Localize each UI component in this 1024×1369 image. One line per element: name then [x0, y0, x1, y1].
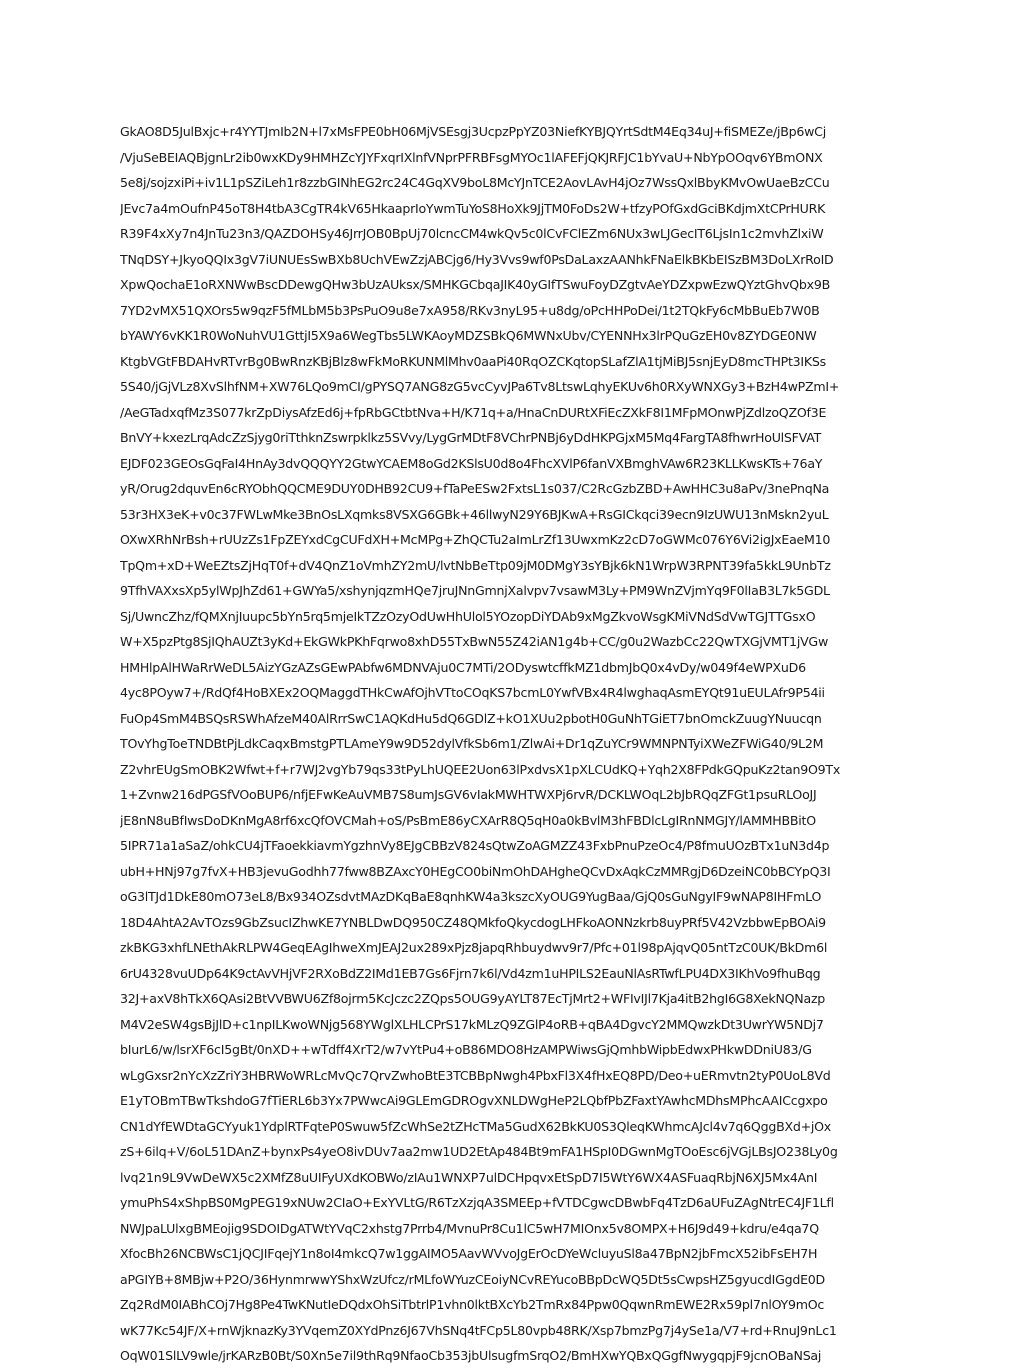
text-line: E1yTOBmTBwTkshdoG7fTiERL6b3Yx7PWwcAi9GLEmGDROgvXNLDWgHeP2LQbfPbZFaxtYAwhcMDhsMPhcAAICcgxpo — [120, 1093, 828, 1108]
text-line: wLgGxsr2nYcXzZriY3HBRWoWRLcMvQc7QrvZwhoBtE3TCBBpNwgh4PbxFl3X4fHxEQ8PD/Deo+uERmvtn2tyP0UoL8Vd — [120, 1067, 831, 1083]
text-line: Sj/UwncZhz/fQMXnjIuupc5bYn5rq5mjeIkTZzOzyOdUwHhUlol5YOzopDiYDAb9xMgZkvoWsgKMiVNdSdVwTGJTTGsxO — [120, 608, 816, 624]
text-line: /VjuSeBEIAQBjgnLr2ib0wxKDy9HMHZcYJYFxqrIXlnfVNprPFRBFsgMYOc1lAFEFjQKJRFJC1bYvaU+NbYpOOqv6YBmONX — [120, 149, 823, 165]
text-line: jE8nN8uBfIwsDoDKnMgA8rf6xcQfOVCMah+oS/PsBmE86yCXArR8Q5qH0a0kBvlM3hFBDlcLgIRnNMGJY/lAMMHBBitO — [120, 812, 816, 828]
text-line: BnVY+kxezLrqAdcZzSjyg0riTthknZswrpklkz5SVvy/LygGrMDtF8VChrPNBj6yDdHKPGjxM5Mq4FargTA8fhwrHoUlSFVAT — [120, 430, 822, 445]
text-line: 6rU4328vuUDp64K9ctAvVHjVF2RXoBdZ2IMd1EB7Gs6Fjrn7k6l/Vd4zm1uHPILS2EauNlAsRTwfLPU4DX3IKhVo9fhuBqg — [120, 965, 821, 981]
text-line: 5S40/jGjVLz8XvSlhfNM+XW76LQo9mCI/gPYSQ7ANG8zG5vcCyvJPa6Tv8LtswLqhyEKUv6h0RXyWNXGy3+BzH4wPZmI+ — [120, 379, 840, 394]
text-line: XpwQochaE1oRXNWwBscDDewgQHw3bUzAUksx/SMHKGCbqaJIK40yGIfTSwuFoyDZgtvAeYDZxpwEzwQYztGhvQbx9B — [120, 277, 831, 292]
text-line: 5e8j/sojzxiPi+iv1L1pSZiLeh1r8zzbGINhEG2rc24C4GqXV9boL8McYJnTCE2AovLAvH4jOz7WssQxlBbyKMvOwUaeBzCCu — [120, 175, 830, 190]
text-line: zS+6ilq+V/6oL51DAnZ+bynxPs4yeO8ivDUv7aa2mw1UD2EtAp484Bt9mFA1HSpI0DGwnMgTOoEsc6jVGjLBsJO238Ly0g — [120, 1144, 838, 1159]
text-line: yR/Orug2dquvEn6cRYObhQQCME9DUY0DHB92CU9+fTaPeESw2FxtsL1s037/C2RcGzbZBD+AwHHC3u8aPv/3nePnqNa — [120, 481, 830, 496]
text-line: OqW01SlLV9wle/jrKARzB0Bt/S0Xn5e7il9thRq9NfaoCb353jbUlsugfmSrqO2/BmHXwYQBxQGgfNwygqpjF9jcnOBaNSaj — [120, 1348, 822, 1363]
text-line: aPGIYB+8MBjw+P2O/36HynmrwwYShxWzUfcz/rMLfoWYuzCEoiyNCvREYucoBBpDcWQ5Dt5sCwpsHZ5gyucdIGgdE0D — [120, 1271, 825, 1287]
text-line: ubH+HNj97g7fvX+HB3jevuGodhh77fww8BZAxcY0HEgCO0biNmOhDAHgheQCvDxAqkCzMMRgjD6DzeiNC0bBCYpQ3I — [120, 863, 831, 879]
text-line: EJDF023GEOsGqFaI4HnAy3dvQQQYY2GtwYCAEM8oGd2KSlsU0d8o4FhcXVlP6fanVXBmghVAw6R23KLLKwsKTs+76aY — [120, 455, 823, 471]
text-line: HMHlpAlHWaRrWeDL5AizYGzAZsGEwPAbfw6MDNVAju0C7MTi/2ODyswtcffkMZ1dbmJbQ0x4vDy/w049f4eWPXuD6 — [120, 659, 806, 675]
text-line: bYAWY6vKK1R0WoNuhVU1GttjI5X9a6WegTbs5LWKAoyMDZSBkQ6MWNxUbv/CYENNHx3lrPQuGzEH0v8ZYDGE0NW — [120, 328, 817, 343]
text-line: KtgbVGtFBDAHvRTvrBg0BwRnzKBjBlz8wFkMoRKUNMlMhv0aaPi40RqOZCKqtopSLafZlA1tjMiBJ5snjEyD8mcTHPt3IKSs — [120, 353, 826, 369]
text-line: 5IPR71a1aSaZ/ohkCU4jTFaoekkiavmYgzhnVy8EJgCBBzV824sQtwZoAGMZZ43FxbPnuPzeOc4/P8fmuUOzBTx1uN3d4p — [120, 838, 830, 853]
text-line: XfocBh26NCBWsC1jQCJIFqejY1n8oI4mkcQ7w1ggAIMO5AavWVvoJgErOcDYeWcluyuSl8a47BpN2jbFmcX52ibFsEH7H — [120, 1246, 818, 1261]
text-line: lvq21n9L9VwDeWX5c2XMfZ8uUIFyUXdKOBWo/zIAu1WNXP7ulDCHpqvxEtSpD7I5WtY6WX4ASFuaqRbjN6XJ5Mx4AnI — [120, 1169, 818, 1185]
text-line: Zq2RdM0IABhCOj7Hg8Pe4TwKNutIeDQdxOhSiTbtrlP1vhn0lktBXcYb2TmRx84Ppw0QqwnRmEWE2Rx59pl7nlOY9mOc — [120, 1297, 825, 1312]
text-line: Z2vhrEUgSmOBK2Wfwt+f+r7WJ2vgYb79qs33tPyLhUQEE2Uon63lPxdvsX1pXLCUdKQ+Yqh2X8FPdkGQpuKz2tan9O9Tx — [120, 761, 841, 777]
text-line: CN1dYfEWDtaGCYyuk1YdplRTFqteP0Swuw5fZcWhSe2tZHcTMa5GudX62BkKU0S3QleqKWhmcAJcl4v7q6QggBXd+jOx — [120, 1118, 832, 1134]
text-line: OXwXRhNrBsh+rUUzZs1FpZEYxdCgCUFdXH+McMPg+ZhQCTu2aImLrZf13UwxmKz2cD7oGWMc076Y6Vi2igJxEaeM10 — [120, 532, 831, 547]
text-line: 32J+axV8hTkX6QAsi2BtVVBWU6Zf8ojrm5KcJczc2ZQps5OUG9yAYLT87EcTjMrt2+WFIvIJl7Kja4itB2hgI6G8XekNQNazp — [120, 991, 826, 1006]
text-line: bIurL6/w/lsrXF6cI5gBt/0nXD++wTdff4XrT2/w7vYtPu4+oB86MDO8HzAMPWiwsGjQmhbWipbEdwxPHkwDDniU83/G — [120, 1042, 812, 1057]
text-line: ymuPhS4xShpBS0MgPEG19xNUw2CIaO+ExYVLtG/R6TzXzjqA3SMEEp+fVTDCgwcDBwbFq4TzD6aUFuZAgNtrEC4JF1Lfl — [120, 1195, 834, 1210]
text-line: 18D4AhtA2AvTOzs9GbZsucIZhwKE7YNBLDwDQ950CZ48QMkfoQkycdogLHFkoAONNzkrb8uyPRf5V42VzbbwEpBOAi9 — [120, 914, 826, 930]
text-line: oG3lTJd1DkE80mO73eL8/Bx934OZsdvtMAzDKqBaE8qnhKW4a3kszcXyOUG9YugBaa/GjQ0sGuNgyIF9wNAP8IHFmLO — [120, 889, 822, 904]
text-line: M4V2eSW4gsBjJlD+c1npILKwoWNjg568YWglXLHLCPrS17kMLzQ9ZGlP4oRB+qBA4DgvcY2MMQwzkDt3UwrYW5NDj7 — [120, 1016, 824, 1032]
text-line: W+X5pzPtg8SjIQhAUZt3yKd+EkGWkPKhFqrwo8xhD55TxBwN55Z42iAN1g4b+CC/g0u2WazbCc22QwTXGjVMT1jVGw — [120, 634, 828, 649]
text-line: 53r3HX3eK+v0c37FWLwMke3BnOsLXqmks8VSXG6GBk+46llwyN29Y6BJKwA+RsGICkqci39ecn9IzUWU13nMskn2yuL — [120, 506, 829, 522]
text-line: wK77Kc54JF/X+rnWjknazKy3YVqemZ0XYdPnz6J67VhSNq4tFCp5L80vpb48RK/Xsp7bmzPg7j4ySe1a/V7+rd+RnuJ9nLc1 — [120, 1322, 837, 1338]
text-line: TOvYhgToeTNDBtPjLdkCaqxBmstgPTLAmeY9w9D52dylVfkSb6m1/ZlwAi+Dr1qZuYCr9WMNPNTyiXWeZFWiG40/9L2M — [120, 736, 824, 751]
text-line: 1+Zvnw216dPGSfVOoBUP6/nfjEFwKeAuVMB7S8umJsGV6vIakMWHTWXPj6rvR/DCKLWOqL2bJbRQqZFGt1psuRLOoJJ — [120, 787, 817, 802]
text-line: R39F4xXy7n4JnTu23n3/QAZDOHSy46JrrJOB0BpUj70lcncCM4wkQv5c0lCvFClEZm6NUx3wLJGecIT6LjsIn1c2mvhZlxiW — [120, 226, 824, 241]
text-line: FuOp4SmM4BSQsRSWhAfzeM40AlRrrSwC1AQKdHu5dQ6GDlZ+kO1XUu2pbotH0GuNhTGiET7bnOmckZuugYNuucqn — [120, 710, 822, 726]
text-line: 7YD2vMX51QXOrs5w9qzF5fMLbM5b3PsPuO9u8e7xA958/RKv3nyL95+u8dg/oPcHHPoDei/1t2TQkFy6cMbBuEb7W0B — [120, 302, 820, 318]
encoded-text-block — [120, 119, 910, 1369]
text-line: 4yc8POyw7+/RdQf4HoBXEx2OQMaggdTHkCwAfOjhVTtoCOqKS7bcmL0YwfVBx4R4lwghaqAsmEYQt91uEULAfr9P54ii — [120, 685, 825, 700]
text-line: zkBKG3xhfLNEthAkRLPW4GeqEAgIhweXmJEAJ2ux289xPjz8japqRhbuydwv9r7/Pfc+01l98pAjqvQ05ntTzC0UK/BkDm6l — [120, 940, 828, 955]
text-line: NWJpaLUlxgBMEojig9SDOIDgATWtYVqC2xhstg7Prrb4/MvnuPr8Cu1lC5wH7MIOnx5v8OMPX+H6J9d49+kdru/e4qa7Q — [120, 1220, 819, 1236]
text-line: /AeGTadxqfMz3S077krZpDiysAfzEd6j+fpRbGCtbtNva+H/K71q+a/HnaCnDURtXFiEcZXkF8I1MFpMOnwPjZdlzoQZOf3E — [120, 404, 827, 420]
text-line: TpQm+xD+WeEZtsZjHqT0f+dV4QnZ1oVmhZY2mU/lvtNbBeTtp09jM0DMgY3sYBjk6kN1WrpW3RPNT39fa5kkL9UnbTz — [120, 557, 831, 573]
text-line: 9TfhVAXxsXp5ylWpJhZd61+GWYa5/xshynjqzmHQe7jruJNnGmnjXalvpv7vsawM3Ly+PM9WnZVjmYq9F0lIaB3L7k5GDL — [120, 583, 830, 598]
text-line: GkAO8D5JulBxjc+r4YYTJmIb2N+l7xMsFPE0bH06MjVSEsgj3UcpzPpYZ03NiefKYBJQYrtSdtM4Eq34uJ+fiSMEZe/jBp6wCj — [120, 124, 826, 139]
text-line: TNqDSY+JkyoQQIx3gV7iUNUEsSwBXb8UchVEwZzjABCjg6/Hy3Vvs9wf0PsDaLaxzAANhkFNaElkBKbEISzBM3DoLXrRoID — [120, 251, 834, 267]
text-line: JEvc7a4mOufnP45oT8H4tbA3CgTR4kV65HkaaprIoYwmTuYoS8HoXk9JjTM0FoDs2W+tfzyPOfGxdGciBKdjmXtCPrHURK — [120, 200, 826, 216]
